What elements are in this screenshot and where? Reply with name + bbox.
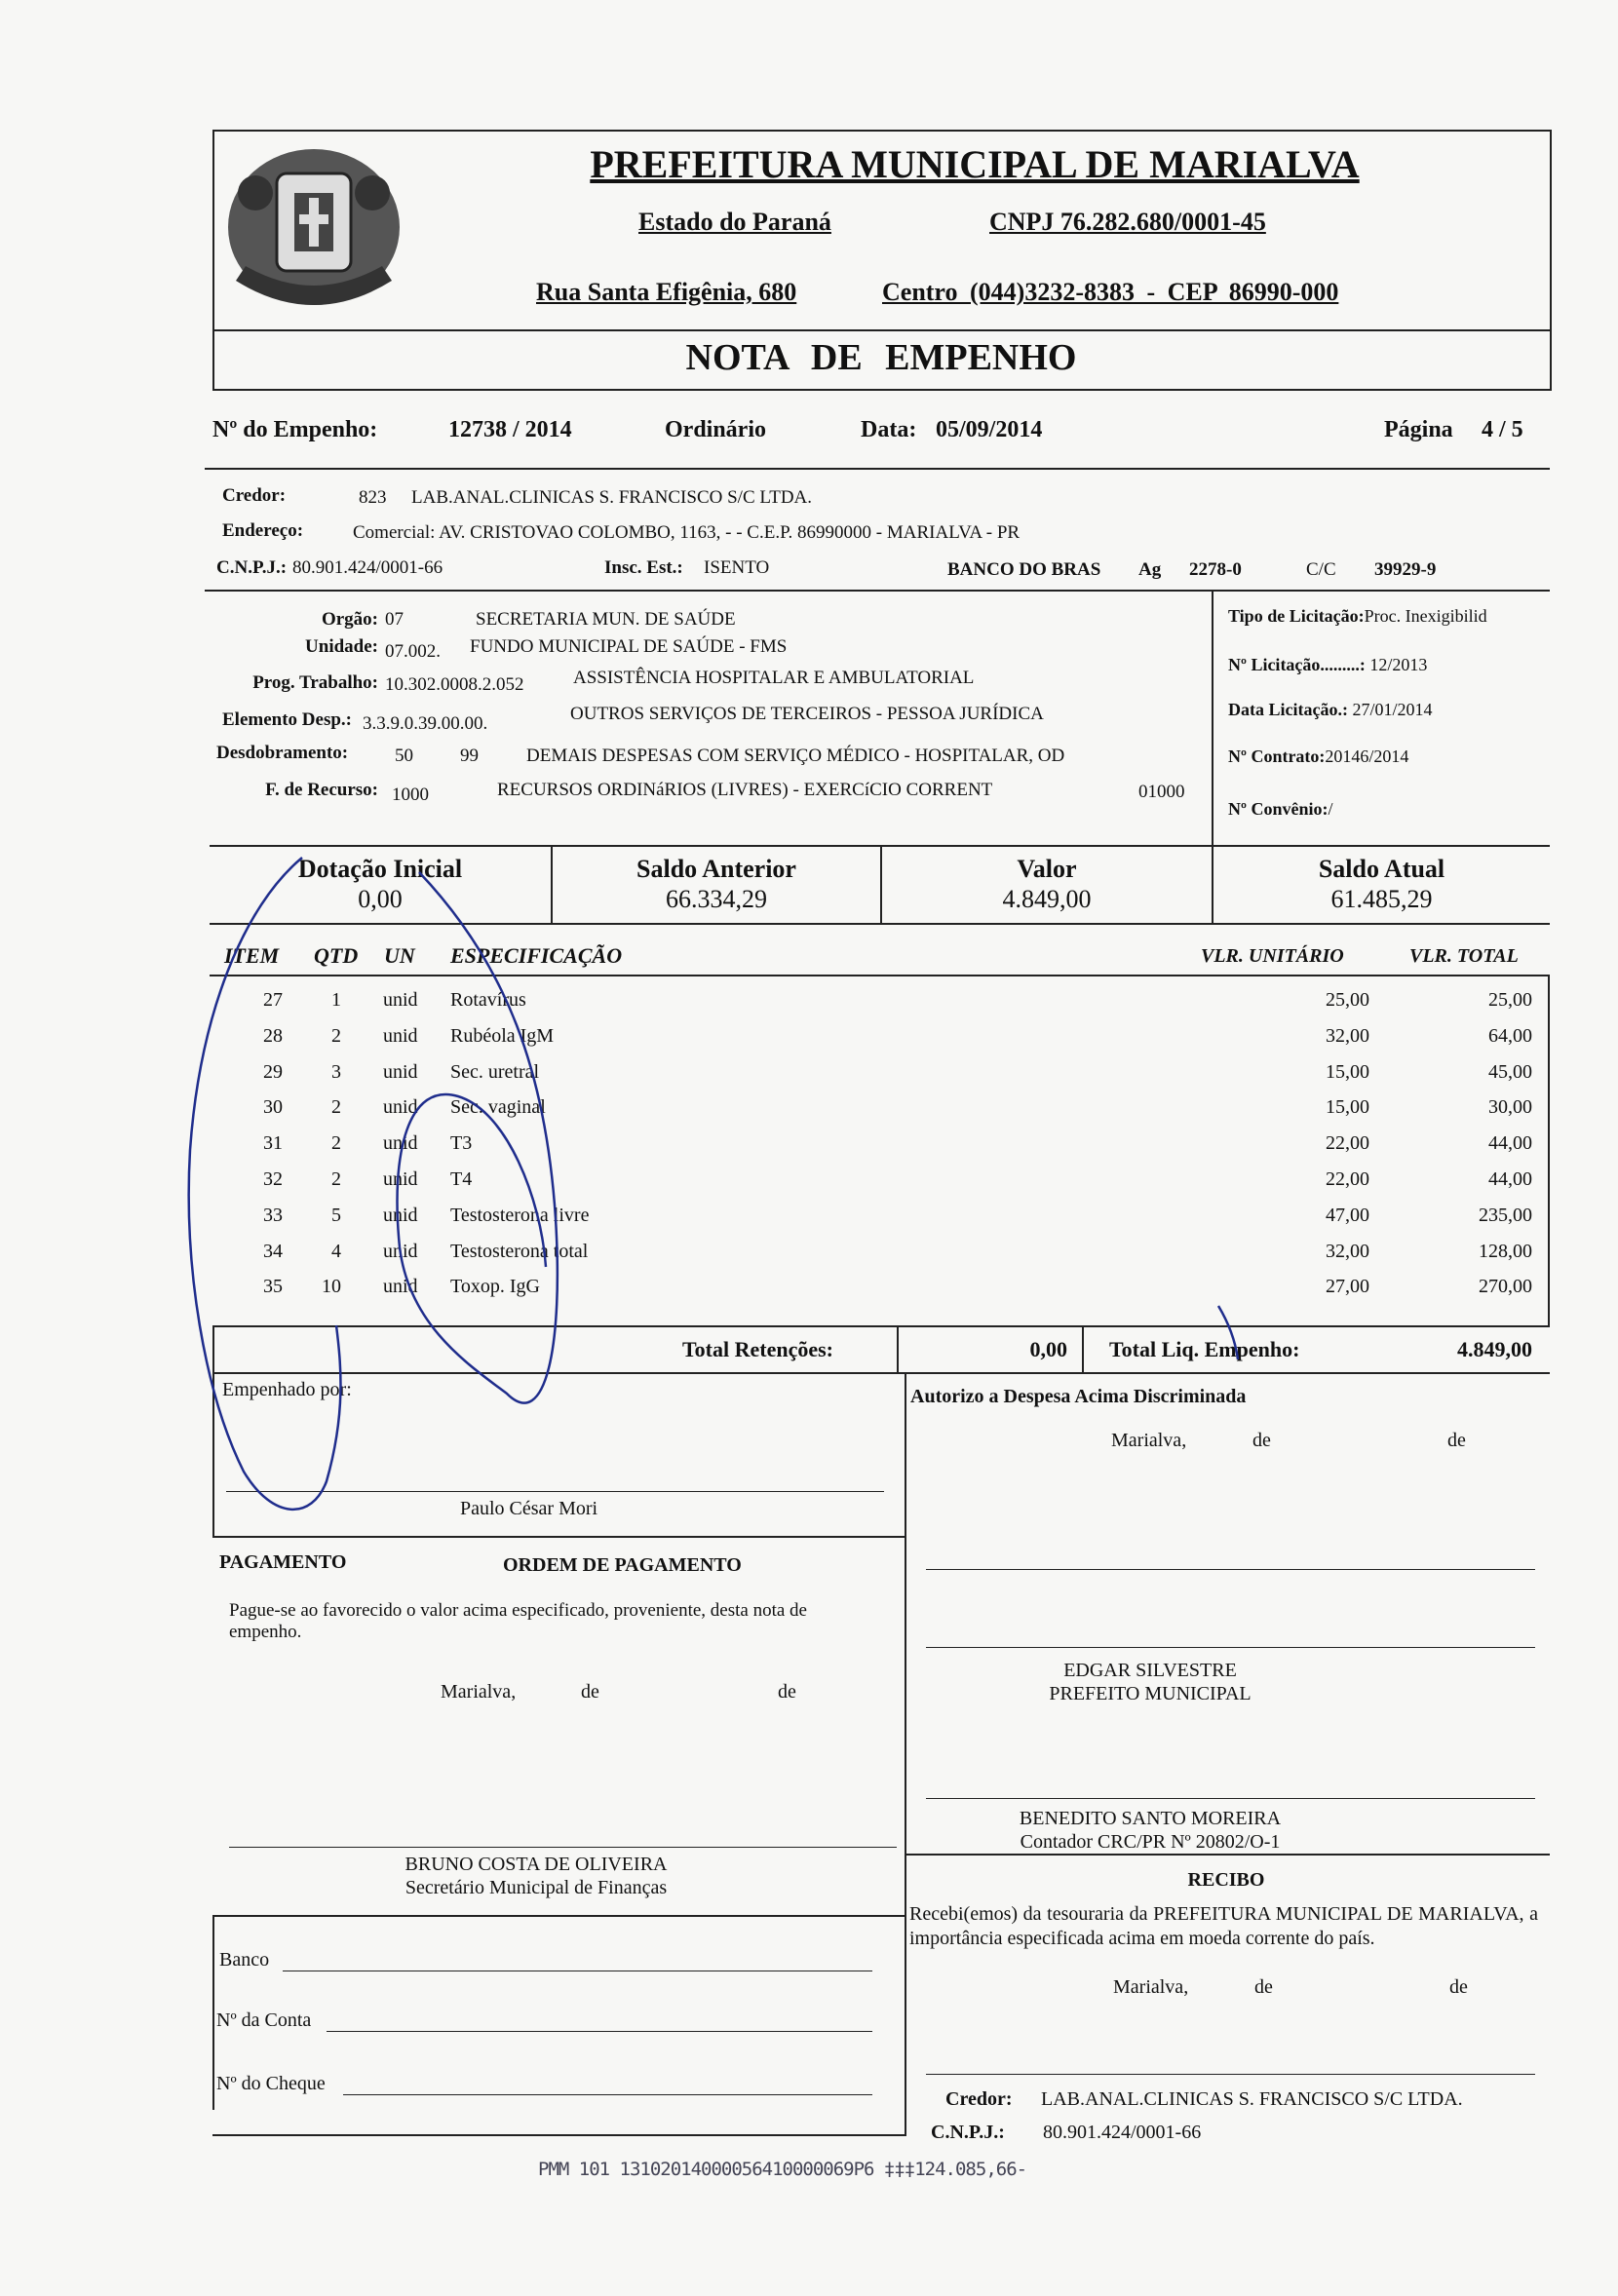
item-unit-price: 27,00 [1326, 1276, 1369, 1298]
desd-code2: 99 [460, 746, 479, 766]
item-qtd: 5 [331, 1204, 341, 1226]
rec-code: 1000 [392, 784, 429, 805]
item-unit-price: 32,00 [1326, 1024, 1369, 1047]
item-total: 25,00 [1488, 989, 1532, 1011]
recibo-de-2: de [1449, 1976, 1468, 1998]
item-number: 32 [263, 1168, 283, 1190]
autorizo-label: Autorizo a Despesa Acima Discriminada [910, 1386, 1247, 1407]
autorizo-city: Marialva, [1111, 1430, 1187, 1451]
prog-label: Prog. Trabalho: [252, 672, 378, 693]
pague-de-2: de [778, 1681, 796, 1703]
item-number: 34 [263, 1240, 283, 1262]
item-total: 30,00 [1488, 1096, 1532, 1119]
recibo-credor-label: Credor: [945, 2088, 1013, 2110]
recibo-title: RECIBO [1187, 1869, 1265, 1891]
item-spec: Testosterona livre [450, 1204, 590, 1226]
cnpj-label: C.N.P.J.: [216, 557, 288, 578]
credor-code: 823 [359, 487, 387, 508]
item-total: 44,00 [1488, 1132, 1532, 1155]
item-number: 30 [263, 1096, 283, 1119]
liq-empenho-label: Total Liq. Empenho: [1109, 1337, 1300, 1361]
item-unit-price: 15,00 [1326, 1096, 1369, 1119]
data-licitacao-label: Data Licitação.: 27/01/2014 [1228, 700, 1433, 719]
convenio-label: Nº Convênio:/ [1228, 799, 1333, 819]
insc-value: ISENTO [704, 557, 770, 578]
footer-code: PMM 101 13102014000056410000069P6 ‡‡‡124.085,66- [538, 2159, 1027, 2180]
page-label: Página [1384, 417, 1453, 442]
item-unit-price: 15,00 [1326, 1060, 1369, 1083]
rec-code2: 01000 [1138, 782, 1185, 802]
desd-code: 50 [395, 746, 413, 766]
credor-address: Comercial: AV. CRISTOVAO COLOMBO, 1163, - - C.E.P. 86990000 - MARIALVA - PR [353, 522, 1021, 543]
num-licitacao-label: Nº Licitação.........: 12/2013 [1228, 655, 1428, 674]
recibo-credor-name: LAB.ANAL.CLINICAS S. FRANCISCO S/C LTDA. [1041, 2088, 1463, 2110]
rec-name: RECURSOS ORDINáRIOS (LIVRES) - EXERCíCIO CORRENT [497, 780, 993, 800]
item-unit: unid [383, 1024, 418, 1047]
item-qtd: 4 [331, 1240, 341, 1262]
item-total: 45,00 [1488, 1060, 1532, 1083]
item-qtd: 2 [331, 1024, 341, 1047]
item-qtd: 2 [331, 1168, 341, 1190]
item-unit: unid [383, 1132, 418, 1155]
secretario-title: Secretário Municipal de Finanças [404, 1877, 668, 1898]
valor-value: 4.849,00 [1002, 885, 1092, 913]
autorizo-de-1: de [1252, 1430, 1271, 1451]
item-total: 128,00 [1479, 1240, 1532, 1262]
item-spec: T4 [450, 1168, 473, 1190]
item-unit-price: 32,00 [1326, 1240, 1369, 1262]
elem-name: OUTROS SERVIÇOS DE TERCEIROS - PESSOA JURÍDICA [570, 704, 1044, 724]
item-spec: Testosterona total [450, 1240, 589, 1262]
banco-label: Banco [219, 1949, 270, 1971]
header-address: Rua Santa Efigênia, 680 [536, 278, 797, 306]
ordem-pagamento-title: ORDEM DE PAGAMENTO [503, 1554, 742, 1576]
prog-name: ASSISTÊNCIA HOSPITALAR E AMBULATORIAL [573, 668, 975, 688]
saldo-anterior-value: 66.334,29 [666, 885, 767, 913]
item-spec: Rotavírus [450, 989, 526, 1011]
elem-code: 3.3.9.0.39.00.00. [363, 713, 488, 734]
empenhado-label: Empenhado por: [222, 1379, 352, 1400]
state-name: Estado do Paraná [638, 208, 831, 236]
empenho-number: 12738 / 2014 [448, 417, 572, 442]
credor-name: LAB.ANAL.CLINICAS S. FRANCISCO S/C LTDA. [411, 487, 813, 508]
item-unit: unid [383, 1060, 418, 1083]
item-unit-price: 47,00 [1326, 1204, 1369, 1226]
item-unit: unid [383, 1276, 418, 1298]
item-total: 235,00 [1479, 1204, 1532, 1226]
item-qtd: 2 [331, 1132, 341, 1155]
empenhado-name: Paulo César Mori [460, 1498, 598, 1519]
item-qtd: 10 [322, 1276, 341, 1298]
municipality-title: PREFEITURA MUNICIPAL DE MARIALVA [590, 142, 1360, 186]
item-number: 31 [263, 1132, 283, 1155]
col-item-header: ITEM [224, 943, 280, 968]
unidade-name: FUNDO MUNICIPAL DE SAÚDE - FMS [470, 636, 788, 657]
cheque-label: Nº do Cheque [216, 2073, 326, 2094]
prefeito-title: PREFEITO MUNICIPAL [1049, 1683, 1252, 1704]
bank-name: BANCO DO BRAS [947, 559, 1101, 580]
item-unit-price: 25,00 [1326, 989, 1369, 1011]
recibo-de-1: de [1254, 1976, 1273, 1998]
item-total: 64,00 [1488, 1024, 1532, 1047]
empenho-label: Nº do Empenho: [212, 417, 378, 442]
unidade-label: Unidade: [305, 636, 378, 657]
conta-label: Nº da Conta [216, 2009, 312, 2031]
empenho-date: 05/09/2014 [936, 417, 1043, 442]
cc-value: 39929-9 [1374, 559, 1437, 580]
page-number: 4 / 5 [1482, 417, 1523, 442]
credor-label: Credor: [222, 485, 287, 506]
item-qtd: 3 [331, 1060, 341, 1083]
secretario-name: BRUNO COSTA DE OLIVEIRA [404, 1854, 668, 1875]
header-cnpj: CNPJ 76.282.680/0001-45 [989, 208, 1266, 236]
contador-title: Contador CRC/PR Nº 20802/O-1 [1020, 1831, 1281, 1853]
rec-label: F. de Recurso: [265, 780, 378, 800]
unidade-code: 07.002. [385, 641, 441, 662]
saldo-anterior-label: Saldo Anterior [636, 855, 796, 883]
item-number: 29 [263, 1060, 283, 1083]
saldo-atual-value: 61.485,29 [1330, 885, 1433, 913]
orgao-label: Orgão: [321, 609, 378, 630]
document-title: NOTA DE EMPENHO [685, 337, 1077, 378]
date-label: Data: [861, 417, 917, 442]
col-total-header: VLR. TOTAL [1409, 945, 1519, 967]
prefeito-name: EDGAR SILVESTRE [1063, 1660, 1237, 1681]
agency-value: 2278-0 [1189, 559, 1242, 580]
pague-text: Pague-se ao favorecido o valor acima especificado, proveniente, desta nota de empenho. [229, 1600, 807, 1642]
orgao-code: 07 [385, 609, 404, 630]
empenho-type: Ordinário [665, 417, 767, 442]
item-total: 270,00 [1479, 1276, 1532, 1298]
agency-label: Ag [1138, 559, 1162, 580]
retencoes-value: 0,00 [1029, 1337, 1067, 1361]
autorizo-de-2: de [1447, 1430, 1466, 1451]
item-spec: Sec. vaginal [450, 1096, 546, 1119]
recibo-cnpj-label: C.N.P.J.: [931, 2122, 1005, 2143]
prog-code: 10.302.0008.2.052 [385, 674, 524, 695]
elem-label: Elemento Desp.: [222, 709, 352, 730]
item-number: 33 [263, 1204, 283, 1226]
pague-de-1: de [581, 1681, 599, 1703]
item-unit-price: 22,00 [1326, 1168, 1369, 1190]
pague-city: Marialva, [441, 1681, 517, 1703]
item-spec: Toxop. IgG [450, 1276, 540, 1298]
recibo-city: Marialva, [1113, 1976, 1189, 1998]
valor-label: Valor [1017, 855, 1077, 883]
address-label: Endereço: [222, 520, 304, 541]
item-qtd: 1 [331, 989, 341, 1011]
recibo-text: Recebi(emos) da tesouraria da PREFEITURA MUNICIPAL DE MARIALVA, a importância especificada acima em moeda corrente do país. [909, 1903, 1538, 1949]
orgao-name: SECRETARIA MUN. DE SAÚDE [476, 609, 736, 630]
contrato-label: Nº Contrato:20146/2014 [1228, 746, 1409, 766]
dotacao-value: 0,00 [358, 885, 403, 913]
desd-label: Desdobramento: [216, 743, 349, 763]
item-number: 35 [263, 1276, 283, 1298]
item-number: 28 [263, 1024, 283, 1047]
contador-name: BENEDITO SANTO MOREIRA [1019, 1808, 1282, 1829]
credor-cnpj: 80.901.424/0001-66 [292, 557, 443, 578]
item-number: 27 [263, 989, 283, 1011]
saldo-atual-label: Saldo Atual [1318, 855, 1445, 883]
col-spec-header: ESPECIFICAÇÃO [450, 943, 623, 968]
item-unit: unid [383, 1096, 418, 1119]
item-total: 44,00 [1488, 1168, 1532, 1190]
desd-name: DEMAIS DESPESAS COM SERVIÇO MÉDICO - HOSPITALAR, OD [526, 746, 1065, 766]
liq-empenho-value: 4.849,00 [1457, 1337, 1532, 1361]
pagamento-title: PAGAMENTO [219, 1551, 347, 1573]
item-spec: T3 [450, 1132, 473, 1155]
insc-label: Insc. Est.: [604, 557, 683, 578]
recibo-cnpj-value: 80.901.424/0001-66 [1043, 2122, 1202, 2143]
item-unit: unid [383, 1240, 418, 1262]
tipo-licitacao-label: Tipo de Licitação:Proc. Inexigibilid [1228, 606, 1487, 626]
item-spec: Sec. uretral [450, 1060, 540, 1083]
col-un-header: UN [384, 943, 415, 968]
item-unit: unid [383, 1204, 418, 1226]
dotacao-label: Dotação Inicial [297, 855, 463, 883]
item-qtd: 2 [331, 1096, 341, 1119]
retencoes-label: Total Retenções: [682, 1337, 833, 1361]
item-unit: unid [383, 989, 418, 1011]
header-district-phone: Centro (044)3232-8383 - CEP 86990-000 [882, 278, 1339, 306]
col-unit-header: VLR. UNITÁRIO [1201, 945, 1344, 967]
item-unit: unid [383, 1168, 418, 1190]
item-unit-price: 22,00 [1326, 1132, 1369, 1155]
cc-label: C/C [1306, 559, 1336, 580]
col-qtd-header: QTD [314, 943, 359, 968]
item-spec: Rubéola IgM [450, 1024, 555, 1047]
